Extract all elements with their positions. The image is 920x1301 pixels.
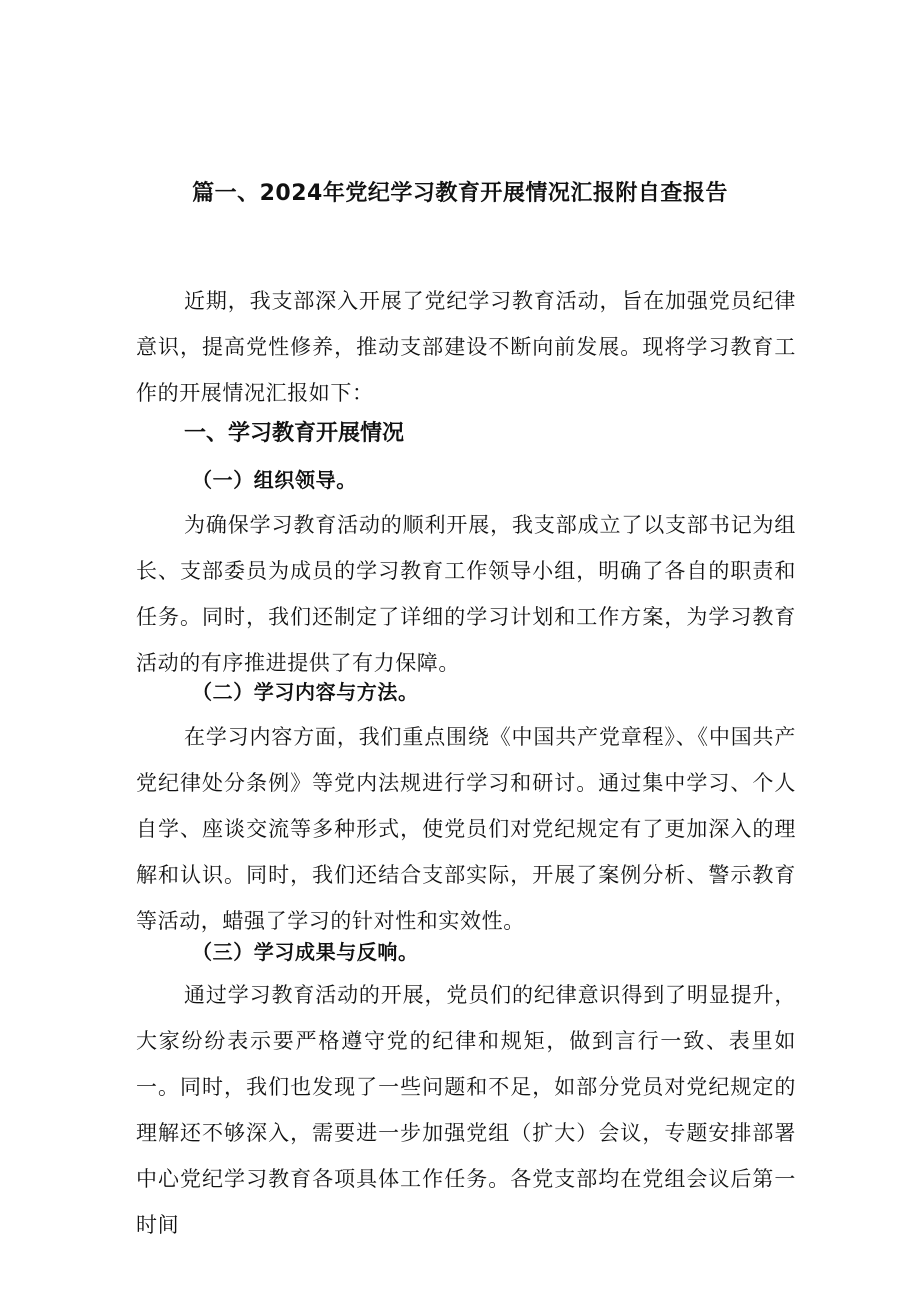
section-heading: 一、学习教育开展情况 bbox=[184, 421, 405, 446]
subsection-heading-organization: （一）组织领导。 bbox=[192, 468, 357, 492]
subsection-heading-content-methods: （二）学习内容与方法。 bbox=[192, 680, 419, 704]
paragraph-content-methods: 在学习内容方面，我们重点围绕《中国共产党章程》、《中国共产党纪律处分条例》等党内法规进行学习和研讨。通过集中学习、个人自学、座谈交流等多种形式，使党员们对党纪规定有了更加深入的理解和认识。同时，我们还结合支部实际，开展了案例分析、警示教育等活动，蜡强了学习的针对性和实效性。 bbox=[136, 725, 796, 933]
subsection-heading-results: （三）学习成果与反响。 bbox=[192, 940, 419, 964]
paragraph-organization: 为确保学习教育活动的顺利开展，我支部成立了以支部书记为组长、支部委员为成员的学习教育工作领导小组，明确了各自的职责和任务。同时，我们还制定了详细的学习计划和工作方案，为学习教育活动的有序推进提供了有力保障。 bbox=[136, 513, 796, 675]
document-title: 篇一、2024年党纪学习教育开展情况汇报附自查报告 bbox=[192, 181, 728, 206]
paragraph-results: 通过学习教育活动的开展，党员们的纪律意识得到了明显提升，大家纷纷表示要严格遵守党的纪律和规矩，做到言行一致、表里如一。同时，我们也发现了一些问题和不足，如部分党员对党纪规定的理解还不够深入，需要进一步加强党组（扩大）会议，专题安排部署中心党纪学习教育各项具体工作任务。各党支部均在党组会议后第一时间 bbox=[136, 983, 796, 1237]
intro-paragraph: 近期，我支部深入开展了党纪学习教育活动，旨在加强党员纪律意识，提高党性修养，推动支部建设不断向前发展。现将学习教育工作的开展情况汇报如下： bbox=[136, 289, 796, 405]
